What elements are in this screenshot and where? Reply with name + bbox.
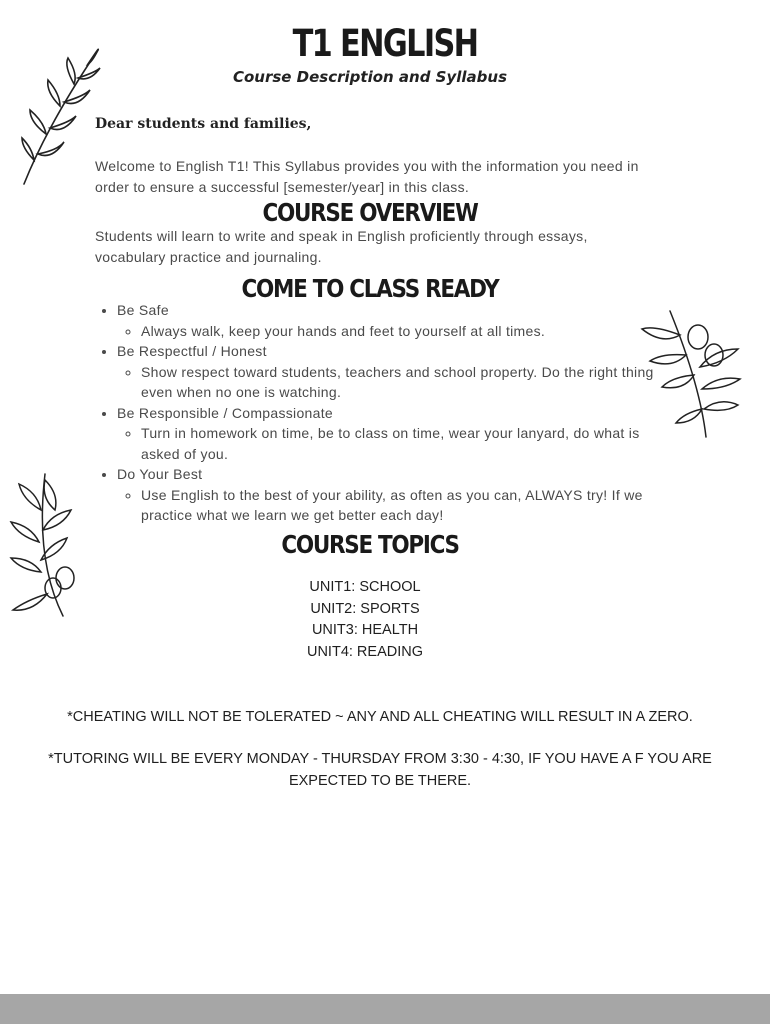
topic-item: UNIT4: READING bbox=[306, 643, 423, 660]
tutoring-notice: *TUTORING WILL BE EVERY MONDAY - THURSDAY FROM 3:30 - 4:30, IF YOU HAVE A F YOU ARE EXPECTED TO BE THERE. bbox=[48, 751, 712, 789]
topic-item: UNIT1: SCHOOL bbox=[309, 579, 421, 595]
welcome-paragraph: Welcome to English T1! This Syllabus provides you with the information you need in order to ensure a successful [semester/year] in this class. bbox=[95, 158, 639, 195]
course-topics-heading: COURSE TOPICS bbox=[281, 530, 459, 559]
class-rules-list bbox=[95, 300, 677, 526]
rule-label: Be Responsible / Compassionate bbox=[117, 404, 334, 421]
greeting: Dear students and families, bbox=[95, 116, 312, 132]
course-overview-text: Students will learn to write and speak in English proficiently through essays, vocabulary practice and journaling. bbox=[95, 228, 588, 265]
rule-label: Be Safe bbox=[117, 302, 169, 318]
list-item bbox=[117, 300, 677, 341]
cheating-notice: *CHEATING WILL NOT BE TOLERATED ~ ANY AND ALL CHEATING WILL RESULT IN A ZERO. bbox=[67, 709, 693, 725]
rule-detail: ◦ Show respect toward students, teachers and school property. Do the right thing even when no one is watching. bbox=[141, 362, 677, 403]
list-item bbox=[117, 403, 677, 465]
course-overview-heading: COURSE OVERVIEW bbox=[262, 198, 478, 227]
rule-label: Do Your Best bbox=[117, 466, 203, 482]
topic-item: UNIT2: SPORTS bbox=[310, 600, 420, 617]
rule-detail: ◦ Turn in homework on time, be to class on time, wear your lanyard, do what is asked of you. bbox=[141, 423, 677, 464]
list-item bbox=[117, 341, 677, 403]
topic-item: UNIT3: HEALTH bbox=[311, 622, 419, 638]
page-subtitle: Course Description and Syllabus bbox=[232, 68, 508, 86]
rule-detail: ◦ Always walk, keep your hands and feet to yourself at all times. bbox=[141, 321, 677, 342]
page-title: T1 ENGLISH bbox=[292, 22, 478, 65]
come-to-class-ready-heading: COME TO CLASS READY bbox=[241, 274, 499, 303]
rule-label: Be Respectful / Honest bbox=[117, 343, 267, 359]
course-topics-list bbox=[0, 577, 730, 663]
rule-detail: ◦ Use English to the best of your ability, as often as you can, ALWAYS try! If we practice what we learn we get better each day! bbox=[141, 485, 677, 526]
list-item bbox=[117, 464, 677, 526]
footer-bar bbox=[0, 994, 770, 1024]
